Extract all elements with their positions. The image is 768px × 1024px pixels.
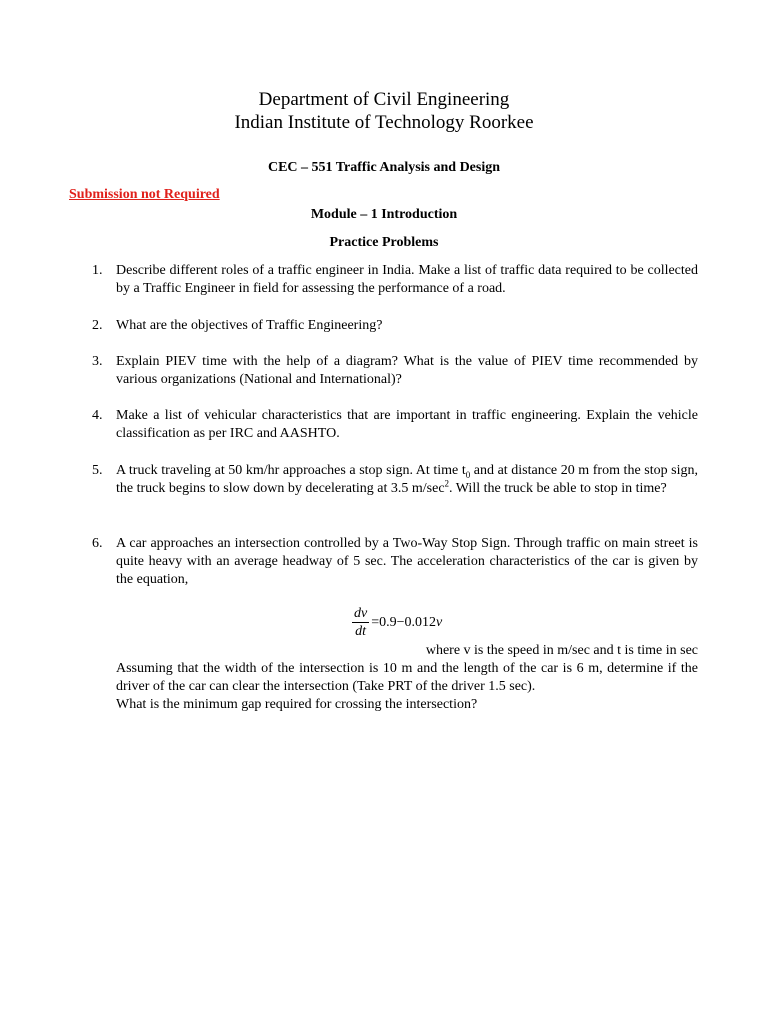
institute-heading: Indian Institute of Technology Roorkee — [234, 112, 534, 133]
equation-rhs: =0.9−0.012 — [371, 614, 437, 630]
problem-number: 5. — [92, 463, 103, 478]
problem-text: Explain PIEV time with the help of a diagram? What is the value of PIEV time recommended by various organizations (National and International)? — [116, 354, 698, 387]
time-subscript: 0 — [465, 469, 471, 480]
submission-note: Submission not Required — [69, 187, 220, 202]
acceleration-equation — [352, 606, 442, 639]
problem-text: Make a list of vehicular characteristics that are important in traffic engineering. Explain the vehicle classification as per IRC and AASHTO. — [116, 408, 698, 441]
department-heading: Department of Civil Engineering — [258, 89, 510, 110]
problem-text-part: . Will the truck be able to stop in time? — [449, 481, 667, 496]
equation-variable: v — [436, 614, 443, 630]
problem-number: 3. — [92, 354, 103, 369]
problem-text-part: and at distance 20 m from the stop sign, the truck begins to slow down by decelerating at 3.5 m/sec — [116, 463, 698, 496]
unit-superscript: 2 — [444, 478, 450, 489]
problem-text-continued: Assuming that the width of the intersection is 10 m and the length of the car is 6 m, determine if the driver of the car can clear the intersection (Take PRT of the driver 1.5 sec). — [116, 661, 698, 694]
problem-text: What are the objectives of Traffic Engineering? — [116, 318, 383, 333]
equation-definitions: where v is the speed in m/sec and t is time in sec — [425, 643, 698, 658]
fraction-numerator: dv — [354, 606, 368, 621]
problem-text: Describe different roles of a traffic engineer in India. Make a list of traffic data required to be collected by a Traffic Engineer in field for assessing the performance of a road. — [116, 263, 698, 296]
fraction-denominator: dt — [355, 624, 367, 639]
problem-text: A car approaches an intersection controlled by a Two-Way Stop Sign. Through traffic on main street is quite heavy with an average headway of 5 sec. The acceleration characteristics of the car is given by the equation, — [116, 536, 698, 587]
course-title: CEC – 551 Traffic Analysis and Design — [267, 160, 501, 175]
section-title: Practice Problems — [329, 235, 439, 250]
problem-question: What is the minimum gap required for crossing the intersection? — [116, 697, 478, 712]
problem-text-part: A truck traveling at 50 km/hr approaches a stop sign. At time t — [116, 463, 466, 478]
problem-number: 2. — [92, 318, 103, 333]
problem-text — [116, 462, 698, 498]
module-title: Module – 1 Introduction — [310, 207, 458, 222]
problem-number: 4. — [92, 408, 103, 423]
problem-number: 6. — [92, 536, 103, 551]
problem-number: 1. — [92, 263, 103, 278]
derivative-fraction — [352, 606, 369, 639]
